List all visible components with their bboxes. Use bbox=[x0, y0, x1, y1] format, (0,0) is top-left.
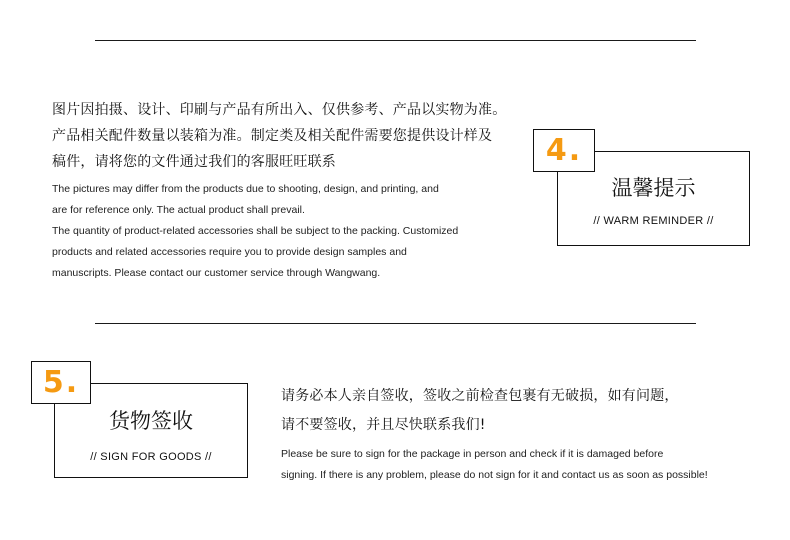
sign-for-goods-title: 货物签收 bbox=[109, 409, 193, 433]
section4-en-line-2: are for reference only. The actual product shall prevail. bbox=[52, 204, 305, 216]
warm-reminder-subtitle: // WARM REMINDER // bbox=[593, 215, 714, 227]
section5-number-badge bbox=[31, 361, 91, 404]
section4-en-line-5: manuscripts. Please contact our customer service through Wangwang. bbox=[52, 267, 381, 279]
divider-middle bbox=[95, 323, 696, 324]
section5-en-line-2: signing. If there is any problem, please do not sign for it and contact us as soon as possible! bbox=[281, 469, 708, 481]
warm-reminder-title: 温馨提示 bbox=[611, 176, 696, 200]
section4-en-line-3: The quantity of product-related accessories shall be subject to the packing. Customized bbox=[52, 225, 459, 237]
section4-cn-line-3: 稿件，请将您的文件通过我们的客服旺旺联系 bbox=[52, 154, 336, 170]
section4-en-line-4: products and related accessories require you to provide design samples and bbox=[52, 246, 407, 258]
section4-number: 4. bbox=[545, 133, 583, 168]
section4-cn-line-2: 产品相关配件数量以装箱为准。制定类及相关配件需要您提供设计样及 bbox=[52, 128, 493, 144]
section4-en-line-1: The pictures may differ from the products due to shooting, design, and printing, and bbox=[52, 183, 439, 195]
section5-cn-line-2: 请不要签收，并且尽快联系我们! bbox=[281, 417, 486, 433]
section5-en-line-1: Please be sure to sign for the package in person and check if it is damaged before bbox=[281, 448, 664, 460]
section5-number: 5. bbox=[42, 365, 80, 400]
section5-cn-line-1: 请务必本人亲自签收，签收之前检查包裹有无破损，如有问题， bbox=[281, 388, 679, 404]
divider-top bbox=[95, 40, 696, 41]
section4-cn-line-1: 图片因拍摄、设计、印刷与产品有所出入、仅供参考、产品以实物为准。 bbox=[52, 102, 507, 118]
sign-for-goods-subtitle: // SIGN FOR GOODS // bbox=[90, 451, 212, 463]
section4-number-badge bbox=[533, 129, 595, 172]
